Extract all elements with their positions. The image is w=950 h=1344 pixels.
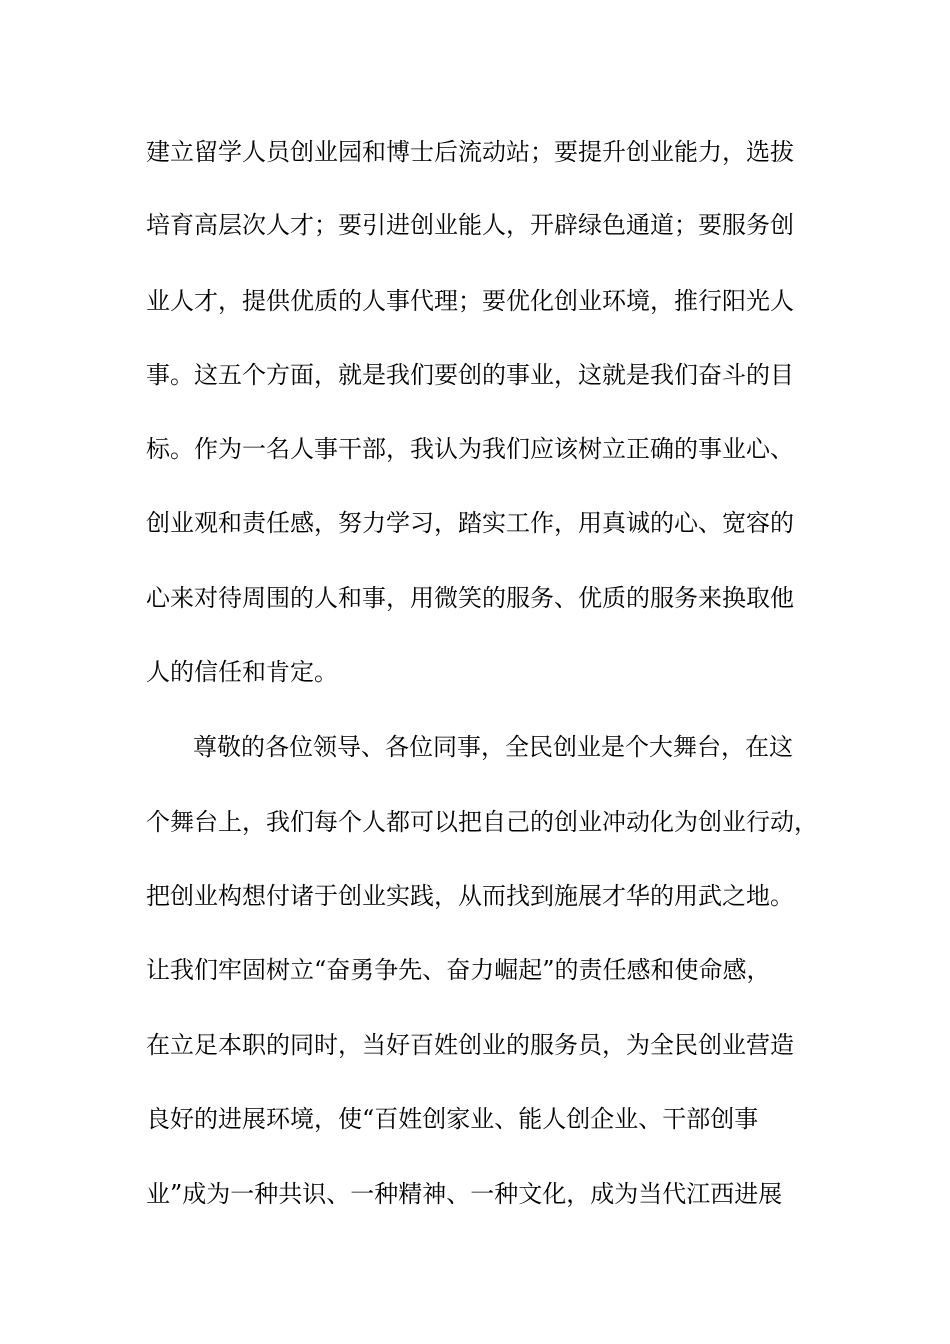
text-line: 事。这五个方面，就是我们要创的事业，这就是我们奋斗的目 — [146, 361, 794, 389]
text-line: 个舞台上，我们每个人都可以把自己的创业冲动化为创业行动， — [146, 808, 818, 836]
text-line: 人的信任和肯定。 — [146, 658, 338, 686]
text-line: 建立留学人员创业园和博士后流动站；要提升创业能力，选拔 — [146, 138, 794, 166]
text-line: 业”成为一种共识、一种精神、一种文化，成为当代江西进展 — [146, 1180, 783, 1208]
text-line: 业人才，提供优质的人事代理；要优化创业环境，推行阳光人 — [146, 287, 794, 315]
text-line: 让我们牢固树立“奋勇争先、奋力崛起”的责任感和使命感， — [146, 956, 771, 984]
text-line: 创业观和责任感，努力学习，踏实工作，用真诚的心、宽容的 — [146, 509, 794, 537]
text-line: 心来对待周围的人和事，用微笑的服务、优质的服务来换取他 — [146, 584, 794, 612]
text-line: 标。作为一名人事干部，我认为我们应该树立正确的事业心、 — [146, 435, 794, 463]
text-line: 良好的进展环境，使“百姓创家业、能人创企业、干部创事 — [146, 1105, 759, 1133]
text-line: 把创业构想付诸于创业实践，从而找到施展才华的用武之地。 — [146, 882, 794, 910]
text-line: 在立足本职的同时，当好百姓创业的服务员，为全民创业营造 — [146, 1031, 794, 1059]
paragraph-first-line: 尊敬的各位领导、各位同事，全民创业是个大舞台，在这 — [193, 733, 793, 761]
text-line: 培育高层次人才；要引进创业能人，开辟绿色通道；要服务创 — [146, 211, 794, 239]
